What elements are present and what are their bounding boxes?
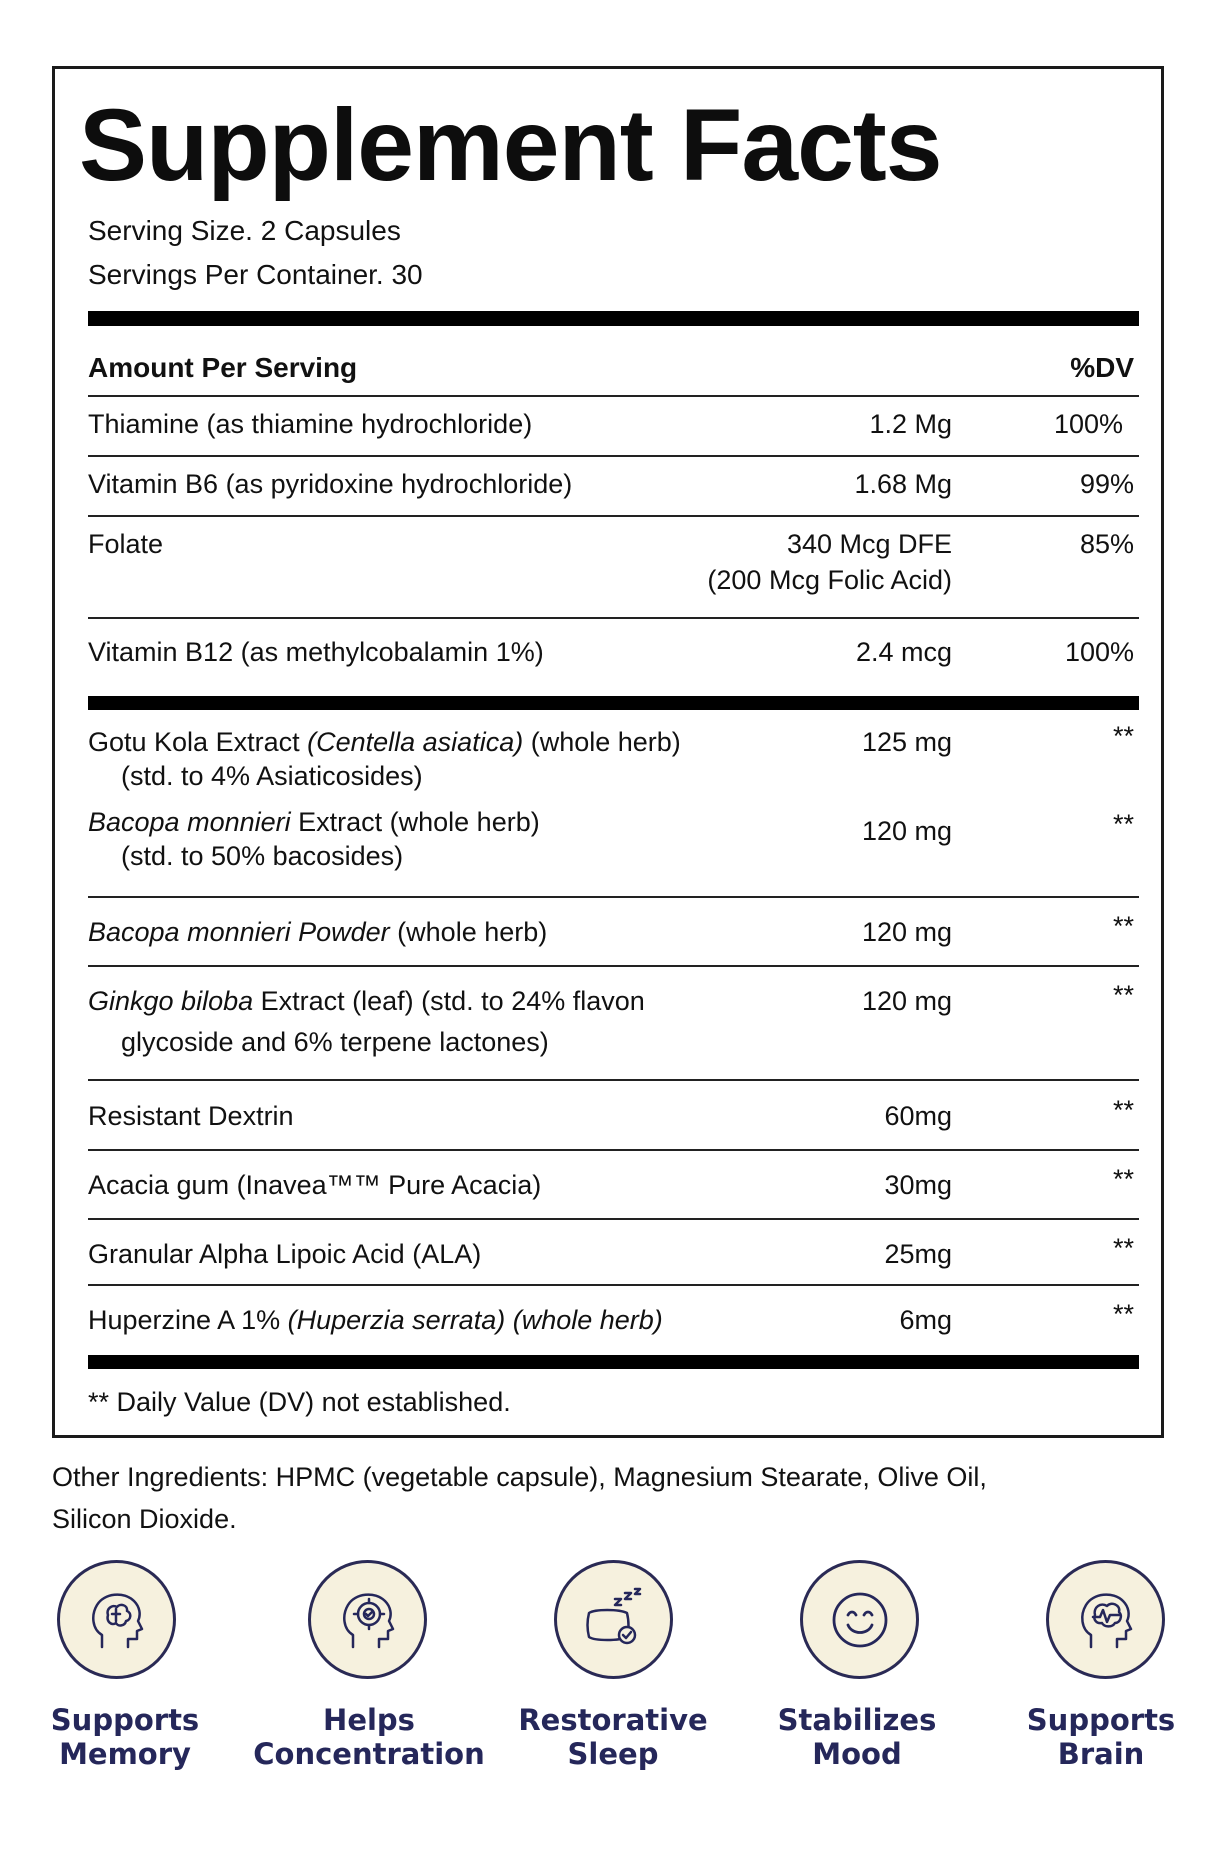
ingredient-name: Acacia gum (Inavea™™ Pure Acacia)	[88, 1170, 542, 1200]
benefit-label: Helps Concentration	[253, 1703, 485, 1771]
thick-divider	[88, 696, 1139, 710]
ingredient-dv: **	[1112, 980, 1134, 1010]
nutrient-dv: 100%	[1064, 637, 1134, 667]
ingredient-amount: 120 mg	[861, 917, 952, 947]
benefit-icon-circle	[57, 1560, 176, 1679]
benefit-icon-circle	[308, 1560, 427, 1679]
benefit-label: Stabilizes Mood	[777, 1703, 937, 1771]
ingredient-name: Bacopa monnieri Extract (whole herb)	[88, 807, 540, 837]
supplement-facts-panel	[52, 66, 1164, 1438]
brain-pulse-icon	[1071, 1585, 1141, 1655]
ingredient-name: Bacopa monnieri Powder (whole herb)	[88, 917, 548, 947]
ingredient-dv: **	[1112, 1233, 1134, 1263]
other-ingredients: Other Ingredients: HPMC (vegetable capsule), Magnesium Stearate, Olive Oil, Silicon Dioxide.	[52, 1462, 987, 1534]
ingredient-amount: 120 mg	[861, 986, 952, 1016]
nutrient-dv: 85%	[1079, 529, 1134, 559]
ingredient-name: Resistant Dextrin	[88, 1101, 294, 1131]
nutrient-amount: 2.4 mcg	[855, 637, 952, 667]
ingredient-amount: 25mg	[884, 1239, 952, 1269]
nutrient-amount: 340 Mcg DFE	[786, 529, 952, 559]
benefit-label: Supports Memory	[50, 1703, 200, 1771]
ingredient-dv: **	[1112, 1299, 1134, 1329]
ingredient-standardization: (std. to 4% Asiaticosides)	[121, 761, 423, 791]
divider	[88, 455, 1139, 457]
ingredient-dv: **	[1112, 809, 1134, 839]
divider	[88, 896, 1139, 898]
ingredient-name: Gotu Kola Extract (Centella asiatica) (whole herb)	[88, 727, 681, 757]
focus-head-icon	[333, 1585, 403, 1655]
benefit-icon-circle	[554, 1560, 673, 1679]
panel-title: Supplement Facts	[79, 88, 942, 202]
divider	[88, 1284, 1139, 1286]
brain-head-icon	[82, 1585, 152, 1655]
divider	[88, 1218, 1139, 1220]
divider	[88, 395, 1139, 397]
divider	[88, 965, 1139, 967]
benefit-icon-circle	[800, 1560, 919, 1679]
benefit-label: Supports Brain	[1026, 1703, 1176, 1771]
nutrient-name: Thiamine (as thiamine hydrochloride)	[88, 409, 533, 439]
nutrient-dv: 99%	[1079, 469, 1134, 499]
benefit-label: Restorative Sleep	[518, 1703, 708, 1771]
nutrient-amount-secondary: (200 Mcg Folic Acid)	[707, 565, 952, 595]
nutrient-name: Folate	[88, 529, 164, 559]
nutrient-name: Vitamin B12 (as methylcobalamin 1%)	[88, 637, 544, 667]
ingredient-dv: **	[1112, 721, 1134, 751]
nutrient-amount: 1.68 Mg	[854, 469, 952, 499]
divider	[88, 1079, 1139, 1081]
ingredient-dv: **	[1112, 1095, 1134, 1125]
nutrient-amount: 1.2 Mg	[869, 409, 952, 439]
divider	[88, 617, 1139, 619]
serving-size: Serving Size. 2 Capsules	[88, 215, 401, 246]
ingredient-standardization: glycoside and 6% terpene lactones)	[121, 1027, 549, 1057]
ingredient-amount: 125 mg	[861, 727, 952, 757]
dv-header: %DV	[1070, 352, 1134, 383]
divider	[88, 515, 1139, 517]
sleep-pillow-icon	[579, 1585, 649, 1655]
thick-divider	[88, 1355, 1139, 1369]
ingredient-name: Huperzine A 1% (Huperzia serrata) (whole herb)	[88, 1305, 663, 1335]
nutrient-name: Vitamin B6 (as pyridoxine hydrochloride)	[88, 469, 573, 499]
ingredient-name: Granular Alpha Lipoic Acid (ALA)	[88, 1239, 482, 1269]
ingredient-amount: 120 mg	[861, 816, 952, 846]
ingredient-amount: 6mg	[899, 1305, 952, 1335]
footnote: ** Daily Value (DV) not established.	[88, 1387, 511, 1417]
servings-per-container: Servings Per Container. 30	[88, 259, 423, 290]
thick-divider	[88, 311, 1139, 326]
ingredient-dv: **	[1112, 1164, 1134, 1194]
ingredient-amount: 60mg	[884, 1101, 952, 1131]
smile-icon	[825, 1585, 895, 1655]
ingredient-dv: **	[1112, 911, 1134, 941]
benefit-icon-circle	[1046, 1560, 1165, 1679]
divider	[88, 1149, 1139, 1151]
amount-per-serving-header: Amount Per Serving	[88, 352, 358, 383]
nutrient-dv: 100%	[1053, 409, 1123, 439]
ingredient-standardization: (std. to 50% bacosides)	[121, 841, 404, 871]
ingredient-name: Ginkgo biloba Extract (leaf) (std. to 24% flavon	[88, 986, 645, 1016]
ingredient-amount: 30mg	[884, 1170, 952, 1200]
